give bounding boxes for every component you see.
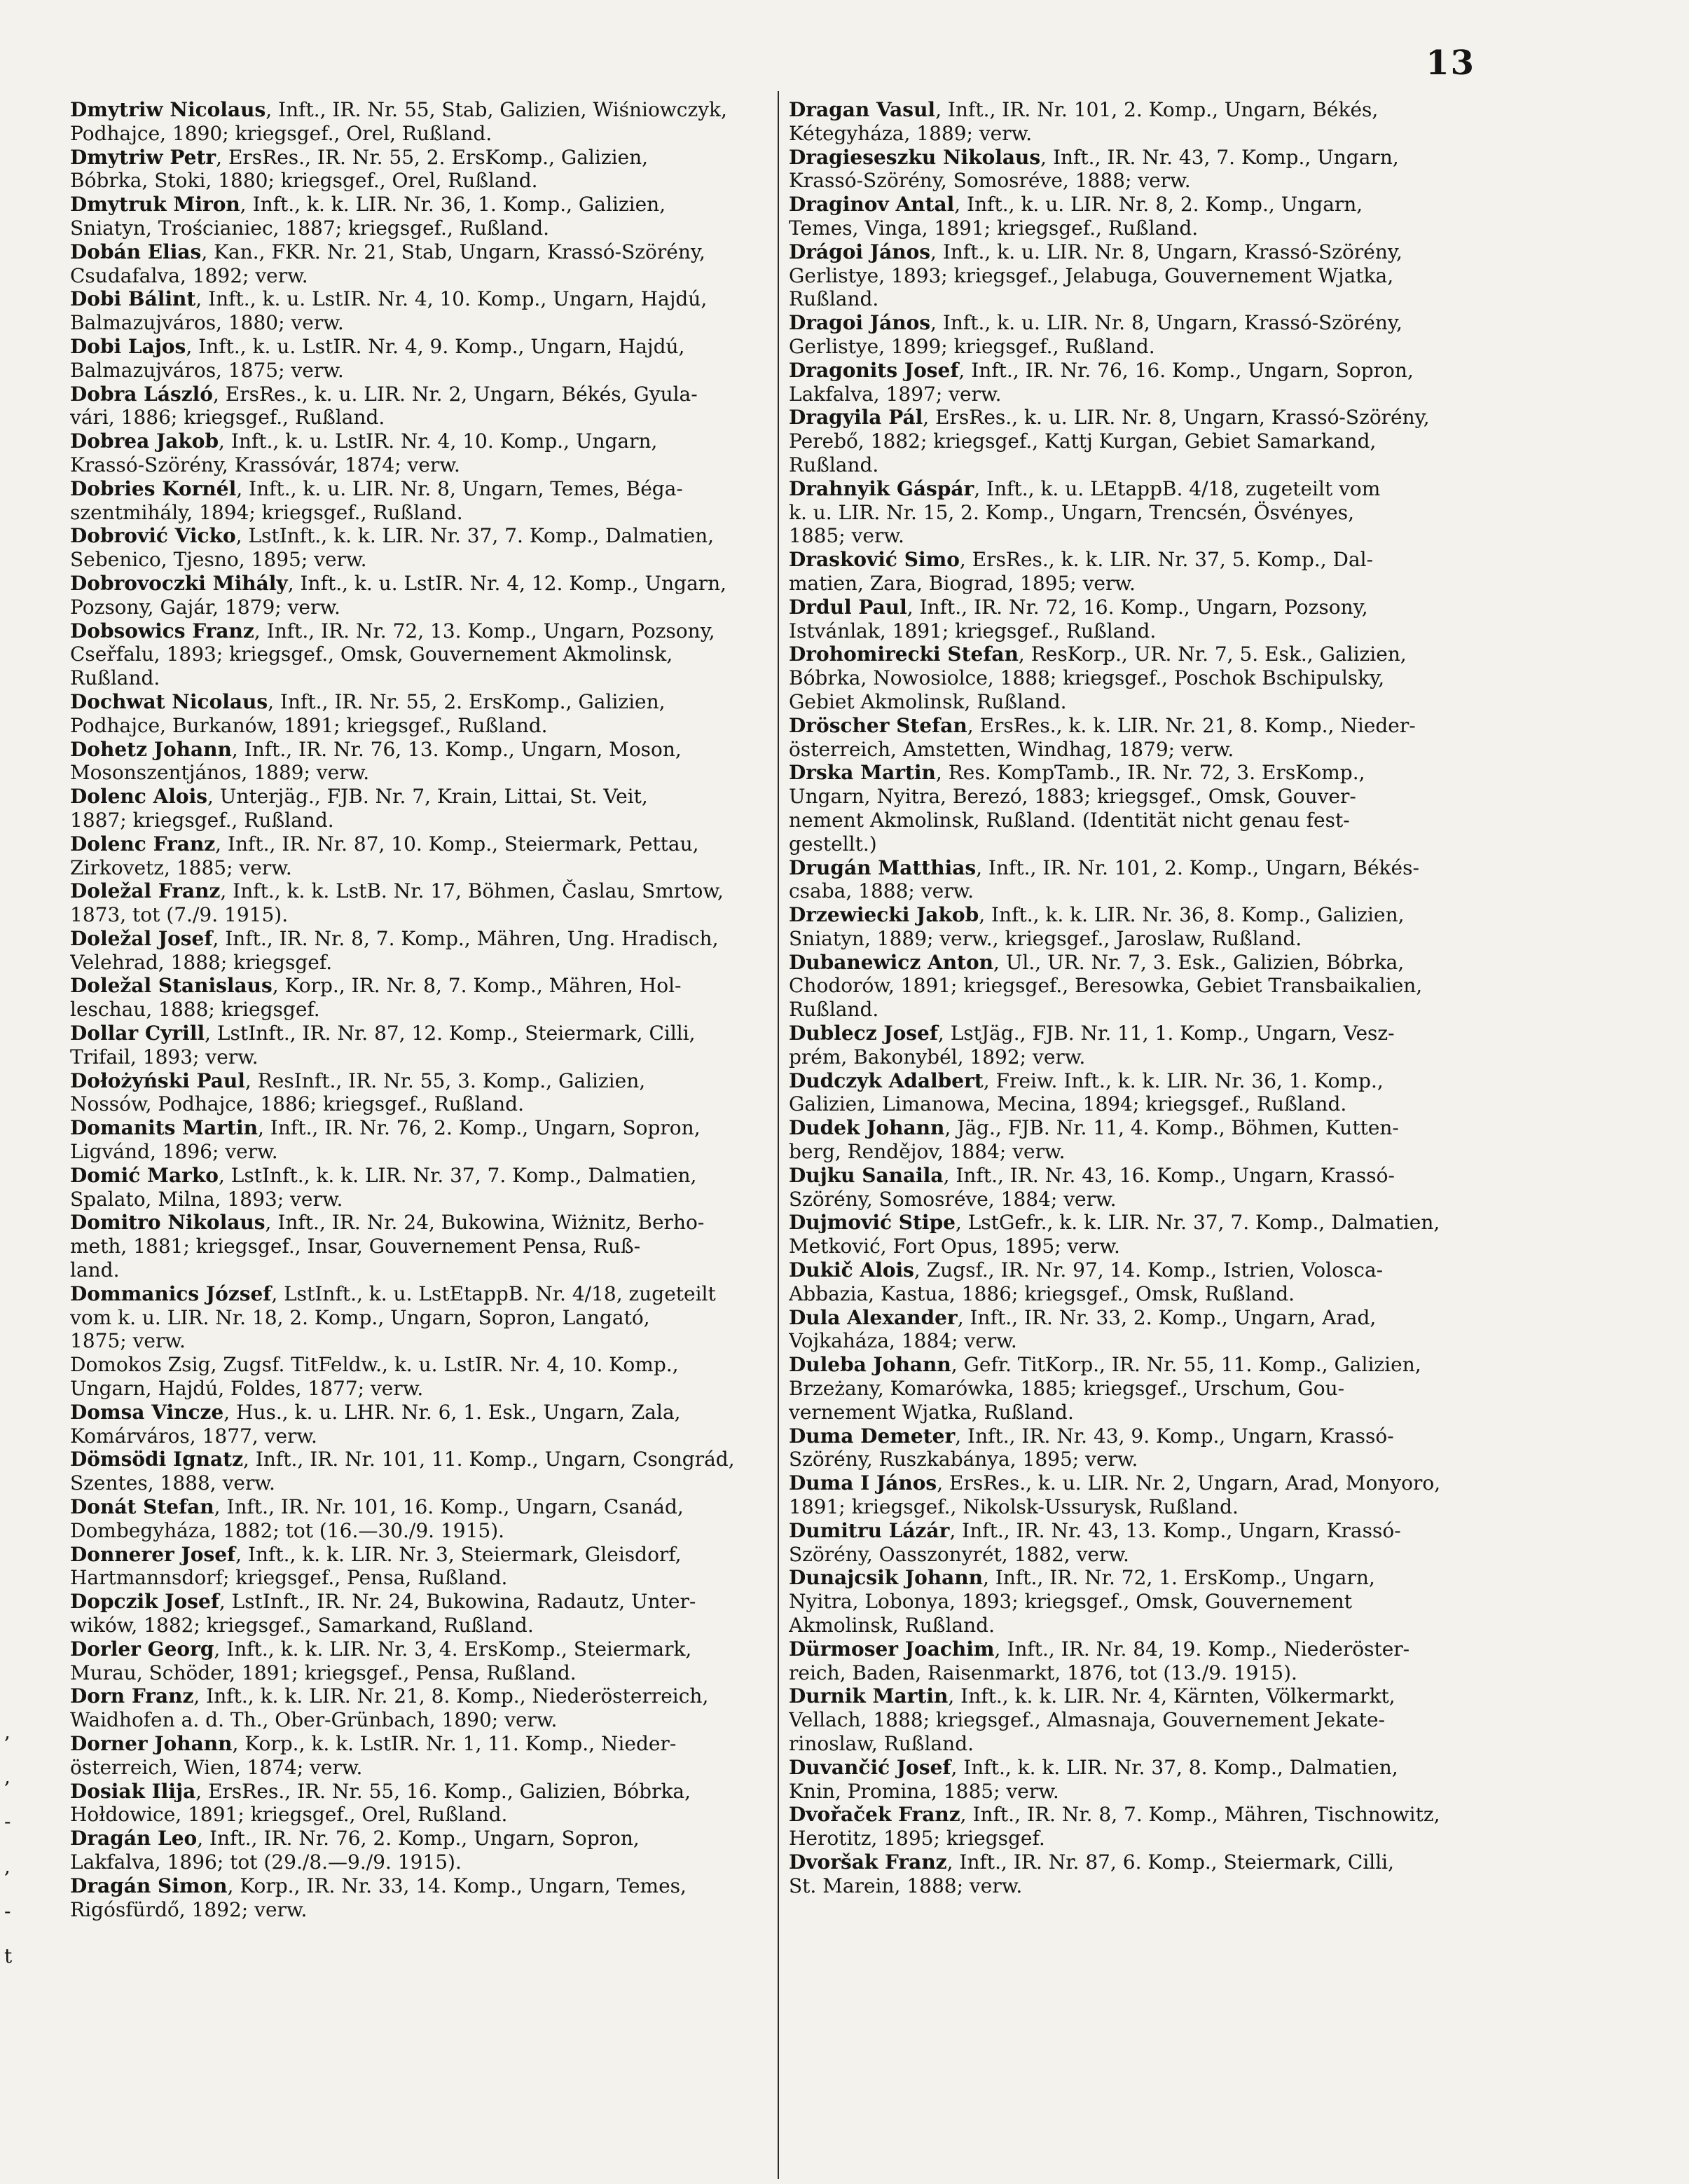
- entry-name: Dohetz Johann: [70, 737, 232, 761]
- entry-line-first: Dobi Bálint, Inft., k. u. LstIR. Nr. 4, 10. Komp., Ungarn, Hajdú,: [70, 287, 708, 311]
- entry-line-continued: k. u. LIR. Nr. 15, 2. Komp., Ungarn, Trencsén, Ösvényes,: [789, 500, 1354, 524]
- entry-line-first: Dvoršak Franz, Inft., IR. Nr. 87, 6. Komp., Steiermark, Cilli,: [789, 1850, 1395, 1874]
- entry-name: Drasković Simo: [789, 548, 960, 572]
- entry-name: Duma I János: [789, 1471, 937, 1495]
- entry-name: Drugán Matthias: [789, 856, 977, 879]
- entry-name: Drzewiecki Jakob: [789, 903, 979, 927]
- entry-line-first: Dunajcsik Johann, Inft., IR. Nr. 72, 1. ErsKomp., Ungarn,: [789, 1566, 1375, 1590]
- entry-name: Dollar Cyrill: [70, 1022, 205, 1045]
- entry-name: Drohomirecki Stefan: [789, 643, 1019, 666]
- entry-line-continued: Bóbrka, Stoki, 1880; kriegsgef., Orel, Rußland.: [70, 169, 538, 193]
- entry-line-continued: wików, 1882; kriegsgef., Samarkand, Rußland.: [70, 1614, 534, 1637]
- entry-line-continued: Bóbrka, Nowosiolce, 1888; kriegsgef., Poschok Bschipulsky,: [789, 666, 1385, 690]
- entry-line-first: Dömsödi Ignatz, Inft., IR. Nr. 101, 11. Komp., Ungarn, Csongrád,: [70, 1448, 735, 1471]
- entry-line-first: Dudczyk Adalbert, Freiw. Inft., k. k. LIR. Nr. 36, 1. Komp.,: [789, 1069, 1384, 1092]
- column-divider: [778, 91, 779, 2179]
- entry-line-continued: Waidhofen a. d. Th., Ober-Grünbach, 1890; verw.: [70, 1708, 558, 1732]
- entry-line-continued: 1885; verw.: [789, 524, 904, 548]
- entry-line-first: Dołożyński Paul, ResInft., IR. Nr. 55, 3. Komp., Galizien,: [70, 1069, 646, 1092]
- entry-line-continued: Krassó-Szörény, Krassóvár, 1874; verw.: [70, 453, 460, 476]
- entry-line-first: Dolenc Franz, Inft., IR. Nr. 87, 10. Komp., Steiermark, Pettau,: [70, 832, 699, 856]
- entry-line-continued: Rußland.: [789, 998, 879, 1022]
- entry-line-first: Dorner Johann, Korp., k. k. LstIR. Nr. 1, 11. Komp., Nieder-: [70, 1731, 677, 1755]
- entry-line-continued: Velehrad, 1888; kriegsgef.: [70, 950, 333, 974]
- entry-line-first: Drasković Simo, ErsRes., k. k. LIR. Nr. 37, 5. Komp., Dal-: [789, 548, 1374, 572]
- entry-line-first: Dorn Franz, Inft., k. k. LIR. Nr. 21, 8. Komp., Niederösterreich,: [70, 1684, 709, 1708]
- entry-line-first: Drdul Paul, Inft., IR. Nr. 72, 16. Komp., Ungarn, Pozsony,: [789, 595, 1368, 619]
- entry-line-first: Dommanics József, LstInft., k. u. LstEtappB. Nr. 4/18, zugeteilt: [70, 1282, 716, 1305]
- entry-line-continued: Hołdowice, 1891; kriegsgef., Orel, Rußland.: [70, 1803, 508, 1827]
- entry-name: Dobrea Jakob: [70, 430, 219, 453]
- entry-line-continued: Nyitra, Lobonya, 1893; kriegsgef., Omsk, Gouvernement: [789, 1590, 1352, 1614]
- entry-name: Dochwat Nicolaus: [70, 689, 268, 713]
- entry-line-first: Drohomirecki Stefan, ResKorp., UR. Nr. 7, 5. Esk., Galizien,: [789, 643, 1407, 666]
- entry-name: Duleba Johann: [789, 1353, 951, 1377]
- entry-line-continued: Rußland.: [789, 453, 879, 476]
- entry-line-first: Domanits Martin, Inft., IR. Nr. 76, 2. Komp., Ungarn, Sopron,: [70, 1116, 701, 1140]
- entry-line-continued: 1887; kriegsgef., Rußland.: [70, 808, 334, 832]
- entry-name: Dobsowics Franz: [70, 619, 254, 643]
- entry-name: Doležal Franz: [70, 879, 221, 903]
- entry-name: Dragieseszku Nikolaus: [789, 145, 1041, 169]
- entry-line-continued: leschau, 1888; kriegsgef.: [70, 998, 320, 1022]
- entry-line-first: Drska Martin, Res. KompTamb., IR. Nr. 72, 3. ErsKomp.,: [789, 761, 1365, 785]
- entry-line-first: Dmytriw Nicolaus, Inft., IR. Nr. 55, Stab, Galizien, Wiśniowczyk,: [70, 98, 727, 121]
- entry-line-continued: vári, 1886; kriegsgef., Rußland.: [70, 406, 385, 430]
- entry-line-first: Dobrovoczki Mihály, Inft., k. u. LstIR. Nr. 4, 12. Komp., Ungarn,: [70, 571, 727, 595]
- entry-name: Dubanewicz Anton: [789, 950, 994, 974]
- entry-name: Dudczyk Adalbert: [789, 1069, 984, 1092]
- entry-name: Dobi Bálint: [70, 287, 196, 311]
- entry-line-continued: österreich, Wien, 1874; verw.: [70, 1755, 363, 1779]
- entry-name: Dobries Kornél: [70, 476, 237, 500]
- entry-line-continued: Gerlistye, 1893; kriegsgef., Jelabuga, Gouvernement Wjatka,: [789, 263, 1394, 287]
- entry-name: Dolenc Franz: [70, 832, 216, 856]
- entry-name: Draginov Antal: [789, 193, 955, 217]
- entry-line-continued: reich, Baden, Raisenmarkt, 1876, tot (13./9. 1915).: [789, 1661, 1297, 1684]
- entry-name: Dmytriw Petr: [70, 145, 216, 169]
- entry-line-continued: Gebiet Akmolinsk, Rußland.: [789, 689, 1067, 713]
- entry-line-continued: Akmolinsk, Rußland.: [789, 1614, 995, 1637]
- entry-name: Donnerer Josef: [70, 1542, 236, 1566]
- entry-line-continued: Podhajce, 1890; kriegsgef., Orel, Rußland.: [70, 121, 492, 145]
- entry-name: Dobrovoczki Mihály: [70, 571, 288, 595]
- entry-name: Dvořaček Franz: [789, 1803, 960, 1827]
- entry-line-continued: rinoslaw, Rußland.: [789, 1731, 974, 1755]
- entry-name: Domitro Nikolaus: [70, 1211, 266, 1235]
- entry-line-continued: Szörény, Oasszonyrét, 1882, verw.: [789, 1542, 1129, 1566]
- entry-line-continued: Balmazujváros, 1875; verw.: [70, 358, 344, 382]
- entry-line-continued: Podhajce, Burkanów, 1891; kriegsgef., Rußland.: [70, 713, 548, 737]
- entry-name: Dragán Simon: [70, 1874, 228, 1897]
- left-column: [70, 98, 771, 1921]
- entry-line-continued: Ungarn, Hajdú, Foldes, 1877; verw.: [70, 1377, 424, 1401]
- entry-name: Domić Marko: [70, 1163, 219, 1187]
- entry-name: Dolenc Alois: [70, 785, 207, 809]
- entry-line-continued: Lakfalva, 1896; tot (29./8.—9./9. 1915).: [70, 1850, 462, 1874]
- entry-line-first: Dumitru Lázár, Inft., IR. Nr. 43, 13. Komp., Ungarn, Krassó-: [789, 1518, 1401, 1542]
- entry-line-continued: Csudafalva, 1892; verw.: [70, 263, 308, 287]
- page-number: 13: [1426, 43, 1475, 83]
- entry-line-first: Doležal Stanislaus, Korp., IR. Nr. 8, 7. Komp., Mähren, Hol-: [70, 974, 682, 998]
- entry-name: Dragoi János: [789, 311, 931, 335]
- entry-name: Dopczik Josef: [70, 1590, 219, 1614]
- entry-line-continued: csaba, 1888; verw.: [789, 879, 974, 903]
- entry-line-continued: Sebenico, Tjesno, 1895; verw.: [70, 548, 367, 572]
- entry-line-first: Dollar Cyrill, LstInft., IR. Nr. 87, 12. Komp., Steiermark, Cilli,: [70, 1022, 696, 1045]
- entry-line-first: Dosiak Ilija, ErsRes., IR. Nr. 55, 16. Komp., Galizien, Bóbrka,: [70, 1779, 691, 1803]
- entry-line-continued: Lakfalva, 1897; verw.: [789, 382, 1002, 406]
- entry-line-first: Dobrea Jakob, Inft., k. u. LstIR. Nr. 4, 10. Komp., Ungarn,: [70, 430, 658, 453]
- entry-line-first: Dobra László, ErsRes., k. u. LIR. Nr. 2, Ungarn, Békés, Gyula-: [70, 382, 698, 406]
- entry-line-first: Dobrović Vicko, LstInft., k. k. LIR. Nr. 37, 7. Komp., Dalmatien,: [70, 524, 715, 548]
- entry-name: Dvoršak Franz: [789, 1850, 947, 1874]
- entry-name: Dmytruk Miron: [70, 193, 240, 217]
- entry-line-continued: Rigósfürdő, 1892; verw.: [70, 1897, 308, 1921]
- entry-line-first: Dolenc Alois, Unterjäg., FJB. Nr. 7, Krain, Littai, St. Veit,: [70, 785, 648, 809]
- entry-line-first: Dobries Kornél, Inft., k. u. LIR. Nr. 8, Ungarn, Temes, Béga-: [70, 476, 683, 500]
- margin-mark: ,: [4, 1765, 11, 1788]
- entry-line-first: Dubanewicz Anton, Ul., UR. Nr. 7, 3. Esk., Galizien, Bóbrka,: [789, 950, 1405, 974]
- entry-line-first: Domokos Zsig, Zugsf. TitFeldw., k. u. LstIR. Nr. 4, 10. Komp.,: [70, 1353, 679, 1377]
- entry-line-continued: Dombegyháza, 1882; tot (16.—30./9. 1915).: [70, 1518, 505, 1542]
- entry-name: Dosiak Ilija: [70, 1779, 196, 1803]
- entry-name: Dorler Georg: [70, 1637, 214, 1661]
- entry-name: Dudek Johann: [789, 1116, 945, 1140]
- entry-name: Dobrović Vicko: [70, 524, 236, 548]
- entry-line-first: Dohetz Johann, Inft., IR. Nr. 76, 13. Komp., Ungarn, Moson,: [70, 737, 682, 761]
- entry-line-continued: Temes, Vinga, 1891; kriegsgef., Rußland.: [789, 216, 1199, 240]
- entry-line-first: Dragán Leo, Inft., IR. Nr. 76, 2. Komp., Ungarn, Sopron,: [70, 1827, 640, 1850]
- entry-line-first: Dragyila Pál, ErsRes., k. u. LIR. Nr. 8, Ungarn, Krassó-Szörény,: [789, 406, 1430, 430]
- entry-line-continued: Szörény, Somosréve, 1884; verw.: [789, 1187, 1117, 1211]
- entry-line-first: Donát Stefan, Inft., IR. Nr. 101, 16. Komp., Ungarn, Csanád,: [70, 1495, 684, 1519]
- entry-name: Domanits Martin: [70, 1116, 258, 1140]
- entry-line-first: Draginov Antal, Inft., k. u. LIR. Nr. 8, 2. Komp., Ungarn,: [789, 193, 1363, 217]
- entry-name: Dujmović Stipe: [789, 1211, 956, 1235]
- entry-line-continued: Perebő, 1882; kriegsgef., Kattj Kurgan, Gebiet Samarkand,: [789, 430, 1377, 453]
- entry-line-first: Dula Alexander, Inft., IR. Nr. 33, 2. Komp., Ungarn, Arad,: [789, 1305, 1377, 1329]
- entry-line-first: Domsa Vincze, Hus., k. u. LHR. Nr. 6, 1. Esk., Ungarn, Zala,: [70, 1400, 681, 1424]
- entry-name: Durnik Martin: [789, 1684, 949, 1708]
- entry-line-continued: land.: [70, 1258, 120, 1282]
- entry-line-continued: Krassó-Szörény, Somosréve, 1888; verw.: [789, 169, 1191, 193]
- entry-line-first: Dmytriw Petr, ErsRes., IR. Nr. 55, 2. ErsKomp., Galizien,: [70, 145, 649, 169]
- entry-line-continued: prém, Bakonybél, 1892; verw.: [789, 1045, 1086, 1069]
- entry-line-continued: vernement Wjatka, Rußland.: [789, 1400, 1074, 1424]
- entry-line-continued: Abbazia, Kastua, 1886; kriegsgef., Omsk, Rußland.: [789, 1282, 1295, 1305]
- entry-line-continued: Komárváros, 1877, verw.: [70, 1424, 317, 1448]
- entry-line-continued: Hartmannsdorf; kriegsgef., Pensa, Rußland.: [70, 1566, 508, 1590]
- entry-name: Dragyila Pál: [789, 406, 923, 430]
- entry-line-first: Dragonits Josef, Inft., IR. Nr. 76, 16. Komp., Ungarn, Sopron,: [789, 358, 1414, 382]
- margin-mark: -: [4, 1810, 11, 1833]
- entry-line-continued: Szentes, 1888, verw.: [70, 1471, 275, 1495]
- entry-line-continued: Rußland.: [789, 287, 879, 311]
- entry-line-first: Drágoi János, Inft., k. u. LIR. Nr. 8, Ungarn, Krassó-Szörény,: [789, 240, 1402, 263]
- entry-name: Drahnyik Gáspár: [789, 476, 974, 500]
- margin-mark: ,: [4, 1720, 11, 1743]
- entry-line-first: Dragán Simon, Korp., IR. Nr. 33, 14. Komp., Ungarn, Temes,: [70, 1874, 687, 1897]
- entry-line-first: Duma Demeter, Inft., IR. Nr. 43, 9. Komp., Ungarn, Krassó-: [789, 1424, 1394, 1448]
- entry-line-first: Domić Marko, LstInft., k. k. LIR. Nr. 37, 7. Komp., Dalmatien,: [70, 1163, 697, 1187]
- entry-name: Dorn Franz: [70, 1684, 194, 1708]
- entry-line-continued: Spalato, Milna, 1893; verw.: [70, 1187, 343, 1211]
- entry-line-continued: Ungarn, Nyitra, Berezó, 1883; kriegsgef., Omsk, Gouver-: [789, 785, 1356, 809]
- entry-line-first: Dobi Lajos, Inft., k. u. LstIR. Nr. 4, 9. Komp., Ungarn, Hajdú,: [70, 334, 685, 358]
- entry-line-first: Dürmoser Joachim, Inft., IR. Nr. 84, 19. Komp., Niederöster-: [789, 1637, 1410, 1661]
- entry-name: Dommanics József: [70, 1282, 272, 1305]
- entry-name: Dragan Vasul: [789, 98, 936, 121]
- entry-line-first: Dublecz Josef, LstJäg., FJB. Nr. 11, 1. Komp., Ungarn, Vesz-: [789, 1022, 1395, 1045]
- entry-line-continued: nement Akmolinsk, Rußland. (Identität nicht genau fest-: [789, 808, 1350, 832]
- entry-line-first: Doležal Franz, Inft., k. k. LstB. Nr. 17, Böhmen, Časlau, Smrtow,: [70, 879, 724, 903]
- entry-line-first: Drugán Matthias, Inft., IR. Nr. 101, 2. Komp., Ungarn, Békés-: [789, 856, 1419, 879]
- entry-line-continued: 1875; verw.: [70, 1329, 186, 1353]
- entry-name: Duvančić Josef: [789, 1755, 951, 1779]
- entry-line-continued: österreich, Amstetten, Windhag, 1879; verw.: [789, 737, 1234, 761]
- entry-line-continued: Vojkaháza, 1884; verw.: [789, 1329, 1017, 1353]
- entry-name: Drdul Paul: [789, 595, 907, 619]
- entry-line-continued: berg, Rendějov, 1884; verw.: [789, 1140, 1066, 1164]
- entry-line-first: Donnerer Josef, Inft., k. k. LIR. Nr. 3, Steiermark, Gleisdorf,: [70, 1542, 682, 1566]
- entry-line-continued: Brzeżany, Komarówka, 1885; kriegsgef., Urschum, Gou-: [789, 1377, 1345, 1401]
- entry-name: Doležal Josef: [70, 926, 213, 950]
- entry-line-first: Drzewiecki Jakob, Inft., k. k. LIR. Nr. 36, 8. Komp., Galizien,: [789, 903, 1405, 927]
- entry-line-first: Dobsowics Franz, Inft., IR. Nr. 72, 13. Komp., Ungarn, Pozsony,: [70, 619, 715, 643]
- entry-line-continued: Cseřfalu, 1893; kriegsgef., Omsk, Gouvernement Akmolinsk,: [70, 643, 673, 666]
- entry-line-continued: Szörény, Ruszkabánya, 1895; verw.: [789, 1448, 1138, 1471]
- entry-line-continued: Herotitz, 1895; kriegsgef.: [789, 1827, 1045, 1850]
- entry-name: Dobán Elias: [70, 240, 202, 263]
- margin-mark: -: [4, 1900, 11, 1923]
- entry-name: Dmytriw Nicolaus: [70, 98, 266, 121]
- entry-line-continued: Trifail, 1893; verw.: [70, 1045, 258, 1069]
- entry-name: Dunajcsik Johann: [789, 1566, 984, 1590]
- entry-line-first: Dragoi János, Inft., k. u. LIR. Nr. 8, Ungarn, Krassó-Szörény,: [789, 311, 1402, 335]
- entry-line-first: Duvančić Josef, Inft., k. k. LIR. Nr. 37, 8. Komp., Dalmatien,: [789, 1755, 1398, 1779]
- entry-name: Dröscher Stefan: [789, 713, 967, 737]
- entry-name: Dragán Leo: [70, 1827, 198, 1850]
- entry-name: Dorner Johann: [70, 1731, 233, 1755]
- entry-line-first: Domitro Nikolaus, Inft., IR. Nr. 24, Bukowina, Wiżnitz, Berho-: [70, 1211, 705, 1235]
- entry-line-continued: Zirkovetz, 1885; verw.: [70, 856, 292, 879]
- entry-line-first: Dudek Johann, Jäg., FJB. Nr. 11, 4. Komp., Böhmen, Kutten-: [789, 1116, 1399, 1140]
- entry-line-first: Dochwat Nicolaus, Inft., IR. Nr. 55, 2. ErsKomp., Galizien,: [70, 689, 666, 713]
- entry-line-first: Dragieseszku Nikolaus, Inft., IR. Nr. 43, 7. Komp., Ungarn,: [789, 145, 1399, 169]
- entry-line-continued: Murau, Schöder, 1891; kriegsgef., Pensa, Rußland.: [70, 1661, 577, 1684]
- entry-name: Dragonits Josef: [789, 358, 959, 382]
- entry-line-continued: Nossów, Podhajce, 1886; kriegsgef., Rußland.: [70, 1092, 524, 1116]
- entry-line-continued: vom k. u. LIR. Nr. 18, 2. Komp., Ungarn, Sopron, Langató,: [70, 1305, 650, 1329]
- margin-mark: ,: [4, 1855, 11, 1878]
- margin-marks: [4, 1710, 18, 1979]
- entry-name: Dujku Sanaila: [789, 1163, 944, 1187]
- entry-line-first: Durnik Martin, Inft., k. k. LIR. Nr. 4, Kärnten, Völkermarkt,: [789, 1684, 1395, 1708]
- entry-name: Dumitru Lázár: [789, 1518, 950, 1542]
- right-column: [789, 98, 1489, 1898]
- entry-line-continued: Vellach, 1888; kriegsgef., Almasnaja, Gouvernement Jekate-: [789, 1708, 1386, 1732]
- entry-name: Dobra László: [70, 382, 213, 406]
- entry-line-continued: Kétegyháza, 1889; verw.: [789, 121, 1033, 145]
- entry-name: Dula Alexander: [789, 1305, 958, 1329]
- entry-line-continued: Sniatyn, Trościaniec, 1887; kriegsgef., Rußland.: [70, 216, 550, 240]
- entry-line-first: Dorler Georg, Inft., k. k. LIR. Nr. 3, 4. ErsKomp., Steiermark,: [70, 1637, 692, 1661]
- entry-line-first: Dujku Sanaila, Inft., IR. Nr. 43, 16. Komp., Ungarn, Krassó-: [789, 1163, 1395, 1187]
- entry-line-first: Duma I János, ErsRes., k. u. LIR. Nr. 2, Ungarn, Arad, Monyoro,: [789, 1471, 1441, 1495]
- entry-line-first: Drahnyik Gáspár, Inft., k. u. LEtappB. 4/18, zugeteilt vom: [789, 476, 1381, 500]
- entry-name: Dukič Alois: [789, 1258, 914, 1282]
- entry-line-continued: Sniatyn, 1889; verw., kriegsgef., Jaroslaw, Rußland.: [789, 926, 1302, 950]
- entry-line-continued: Knin, Promina, 1885; verw.: [789, 1779, 1059, 1803]
- entry-line-first: Dujmović Stipe, LstGefr., k. k. LIR. Nr. 37, 7. Komp., Dalmatien,: [789, 1211, 1440, 1235]
- entry-line-continued: 1891; kriegsgef., Nikolsk-Ussurysk, Rußland.: [789, 1495, 1239, 1519]
- entry-line-first: Dopczik Josef, LstInft., IR. Nr. 24, Bukowina, Radautz, Unter-: [70, 1590, 696, 1614]
- entry-name: Dublecz Josef: [789, 1022, 938, 1045]
- entry-line-continued: szentmihály, 1894; kriegsgef., Rußland.: [70, 500, 463, 524]
- entry-line-continued: matien, Zara, Biograd, 1895; verw.: [789, 571, 1136, 595]
- entry-name: Duma Demeter: [789, 1424, 956, 1448]
- entry-name: Drágoi János: [789, 240, 931, 263]
- entry-name: Dömsödi Ignatz: [70, 1448, 243, 1471]
- entry-name: Dürmoser Joachim: [789, 1637, 995, 1661]
- entry-name: Drska Martin: [789, 761, 936, 785]
- entry-line-first: Dukič Alois, Zugsf., IR. Nr. 97, 14. Komp., Istrien, Volosca-: [789, 1258, 1384, 1282]
- entry-line-continued: meth, 1881; kriegsgef., Insar, Gouvernement Pensa, Ruß-: [70, 1235, 641, 1258]
- entry-line-first: Dvořaček Franz, Inft., IR. Nr. 8, 7. Komp., Mähren, Tischnowitz,: [789, 1803, 1440, 1827]
- entry-line-first: Doležal Josef, Inft., IR. Nr. 8, 7. Komp., Mähren, Ung. Hradisch,: [70, 926, 719, 950]
- entry-line-continued: Ligvánd, 1896; verw.: [70, 1140, 278, 1164]
- entry-line-first: Dmytruk Miron, Inft., k. k. LIR. Nr. 36, 1. Komp., Galizien,: [70, 193, 666, 217]
- entry-line-continued: Metković, Fort Opus, 1895; verw.: [789, 1235, 1120, 1258]
- entry-name: Domsa Vincze: [70, 1400, 224, 1424]
- entry-name: Doležal Stanislaus: [70, 974, 273, 998]
- margin-mark: t: [4, 1944, 13, 1967]
- entry-line-first: Dröscher Stefan, ErsRes., k. k. LIR. Nr. 21, 8. Komp., Nieder-: [789, 713, 1416, 737]
- entry-line-continued: St. Marein, 1888; verw.: [789, 1874, 1023, 1897]
- entry-line-first: Duleba Johann, Gefr. TitKorp., IR. Nr. 55, 11. Komp., Galizien,: [789, 1353, 1421, 1377]
- entry-line-first: Dragan Vasul, Inft., IR. Nr. 101, 2. Komp., Ungarn, Békés,: [789, 98, 1379, 121]
- entry-line-continued: 1873, tot (7./9. 1915).: [70, 903, 289, 927]
- entry-line-continued: Balmazujváros, 1880; verw.: [70, 311, 344, 335]
- entry-name: Dobi Lajos: [70, 334, 186, 358]
- entry-line-continued: Gerlistye, 1899; kriegsgef., Rußland.: [789, 334, 1155, 358]
- entry-line-continued: Rußland.: [70, 666, 160, 690]
- entry-name: Dołożyński Paul: [70, 1069, 245, 1092]
- entry-line-continued: Istvánlak, 1891; kriegsgef., Rußland.: [789, 619, 1157, 643]
- entry-name: Donát Stefan: [70, 1495, 214, 1519]
- entry-line-continued: Chodorów, 1891; kriegsgef., Beresowka, Gebiet Transbaikalien,: [789, 974, 1423, 998]
- entry-line-continued: gestellt.): [789, 832, 877, 856]
- entry-line-continued: Pozsony, Gajár, 1879; verw.: [70, 595, 340, 619]
- entry-line-continued: Mosonszentjános, 1889; verw.: [70, 761, 370, 785]
- entry-line-continued: Galizien, Limanowa, Mecina, 1894; kriegsgef., Rußland.: [789, 1092, 1347, 1116]
- entry-line-first: Dobán Elias, Kan., FKR. Nr. 21, Stab, Ungarn, Krassó-Szörény,: [70, 240, 705, 263]
